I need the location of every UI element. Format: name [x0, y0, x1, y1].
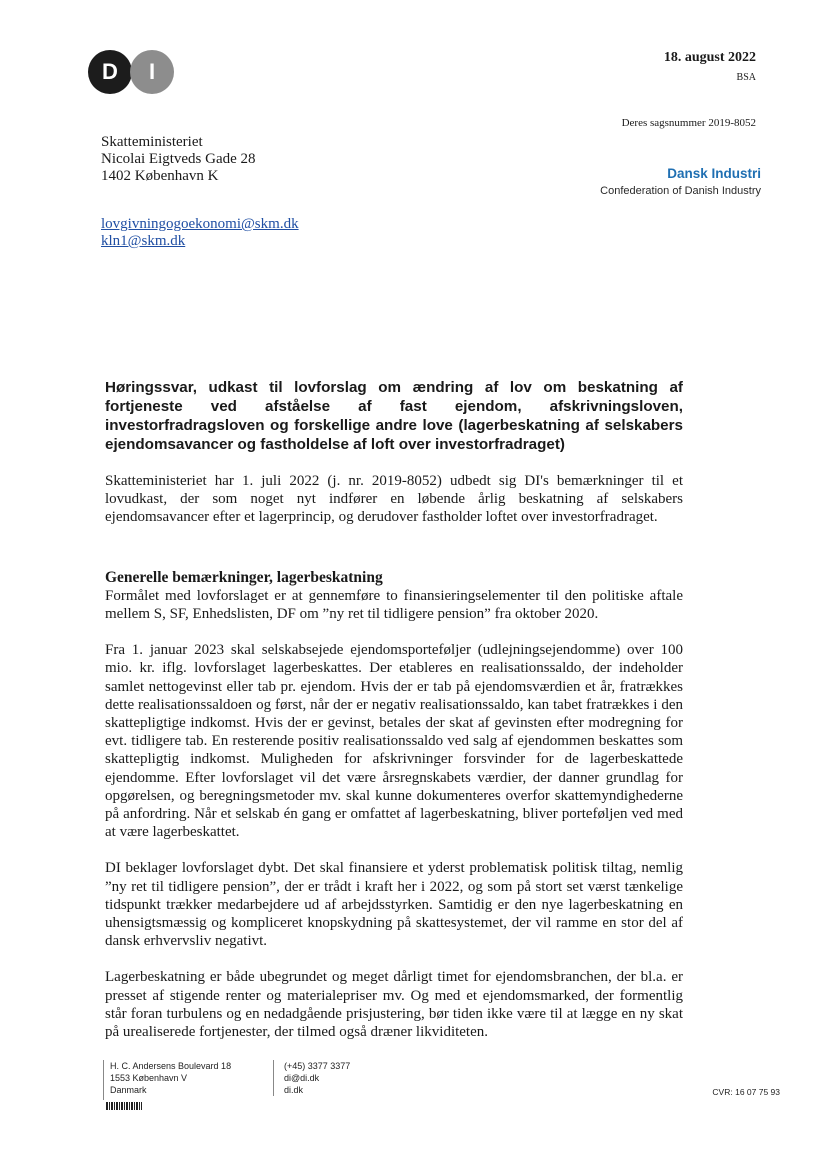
body-paragraph: Formålet med lovforslaget er at gennemføre to finansieringselementer til den politiske aftale mellem S, SF, Enhedslisten, DF om ”ny ret til tidligere pension” fra oktober 2020. — [105, 587, 683, 623]
sender-initials: BSA — [736, 72, 756, 83]
recipient-city: 1402 København K — [101, 168, 219, 184]
body-paragraph: DI beklager lovforslaget dybt. Det skal finansiere et yderst problematisk politisk tiltag, nemlig ”ny ret til tidligere pension”, der er trådt i kraft her i 2022, og som på stort set værst tænkelige tidspunkt trækker medarbejdere ud af arbejdsstyrken. Samtidig er den nye lagerbeskatning en uhensigtsmæssig og kompliceret knopskydning på skattesystemet, der vil ramme en stor del af dansk erhvervsliv negativt. — [105, 860, 683, 950]
document-title: Høringssvar, udkast til lovforslag om ændring af lov om beskatning af fortjeneste ved afståelse af fast ejendom, afskrivningsloven, investorfradragsloven og forskellige andre love (lagerbeskatning af selskabers ejendomsavancer og fastholdelse af loft over investorfradraget) — [105, 379, 683, 453]
case-number: Deres sagsnummer 2019-8052 — [621, 117, 756, 129]
cvr-number: CVR: 16 07 75 93 — [712, 1087, 780, 1097]
di-logo — [88, 50, 174, 94]
logo-letter-i: I — [130, 50, 174, 94]
logo-letter-d: D — [88, 50, 132, 94]
footer-contact — [273, 1060, 350, 1096]
barcode — [106, 1102, 142, 1110]
footer-address-line: Danmark — [110, 1085, 147, 1095]
body-paragraph: Fra 1. januar 2023 skal selskabsejede ejendomsporteføljer (udlejningsejendomme) over 100 mio. kr. iflg. lovforslaget lagerbeskattes. Der etableres en realisationssaldo, der indeholder samlet nettogevinst eller tab pr. ejendom. Hvis der er tab på ejendomsværdien et år, fratrækkes dette realisationssaldoen og først, når der er negativ realisationssaldo, kan tabet fratrækkes i den skattepligtige indkomst. Hvis der er gevinst, betales der skat af gevinsten efter modregning for evt. tidligere tab. En resterende positiv realisationssaldo ved salg af ejendommen beskattes som skattepligtig indkomst. Muligheden for afskrivninger forsvinder for de lagerbeskattede ejendomme. Efter lovforslaget vil det være årsregnskabets værdier, der danner grundlag for opgørelsen, og beregningsmetoder mv. skal kunne dokumenteres overfor skattemyndighederne på anfordring. Når et selskab én gang er omfattet af lagerbeskatning, bliver porteføljen ved med at være lagerbeskattet. — [105, 642, 683, 841]
email-link[interactable]: kln1@skm.dk — [101, 233, 186, 249]
intro-paragraph: Skatteministeriet har 1. juli 2022 (j. nr. 2019-8052) udbedt sig DI's bemærkninger til et lovudkast, der som noget nyt indfører en løbende årlig beskatning af selskabers ejendomsavancer efter et lagerprincip, og derudover fastholder loftet over investorfradraget. — [105, 473, 683, 526]
letter-body — [105, 378, 683, 1059]
footer-address — [103, 1060, 231, 1100]
footer-phone: (+45) 3377 3377 — [284, 1061, 351, 1071]
recipient-street: Nicolai Eigtveds Gade 28 — [101, 151, 256, 167]
recipient-address — [101, 134, 256, 185]
section-heading: Generelle bemærkninger, lagerbeskatning — [105, 568, 383, 586]
recipient-emails — [101, 216, 299, 250]
organization-name: Dansk Industri — [667, 166, 761, 181]
footer-address-line: H. C. Andersens Boulevard 18 — [110, 1061, 232, 1071]
email-link[interactable]: lovgivningogoekonomi@skm.dk — [101, 216, 299, 232]
recipient-name: Skatteministeriet — [101, 134, 203, 150]
letter-date: 18. august 2022 — [663, 50, 756, 65]
footer-address-line: 1553 København V — [110, 1073, 188, 1083]
body-paragraph: Lagerbeskatning er både ubegrundet og meget dårligt timet for ejendomsbranchen, der bl.a. er presset af stigende renter og materialepriser mv. Og med et ejendomsmarked, der formentlig står foran turbulens og en nedadgående prisjustering, bør tiden ikke være til at lægge en ny skat på urealiserede fortjenester, der tilmed også dræner likviditeten. — [105, 969, 683, 1041]
footer-website[interactable]: di.dk — [284, 1085, 304, 1095]
organization-subtitle: Confederation of Danish Industry — [600, 185, 761, 197]
footer-email[interactable]: di@di.dk — [284, 1073, 320, 1083]
